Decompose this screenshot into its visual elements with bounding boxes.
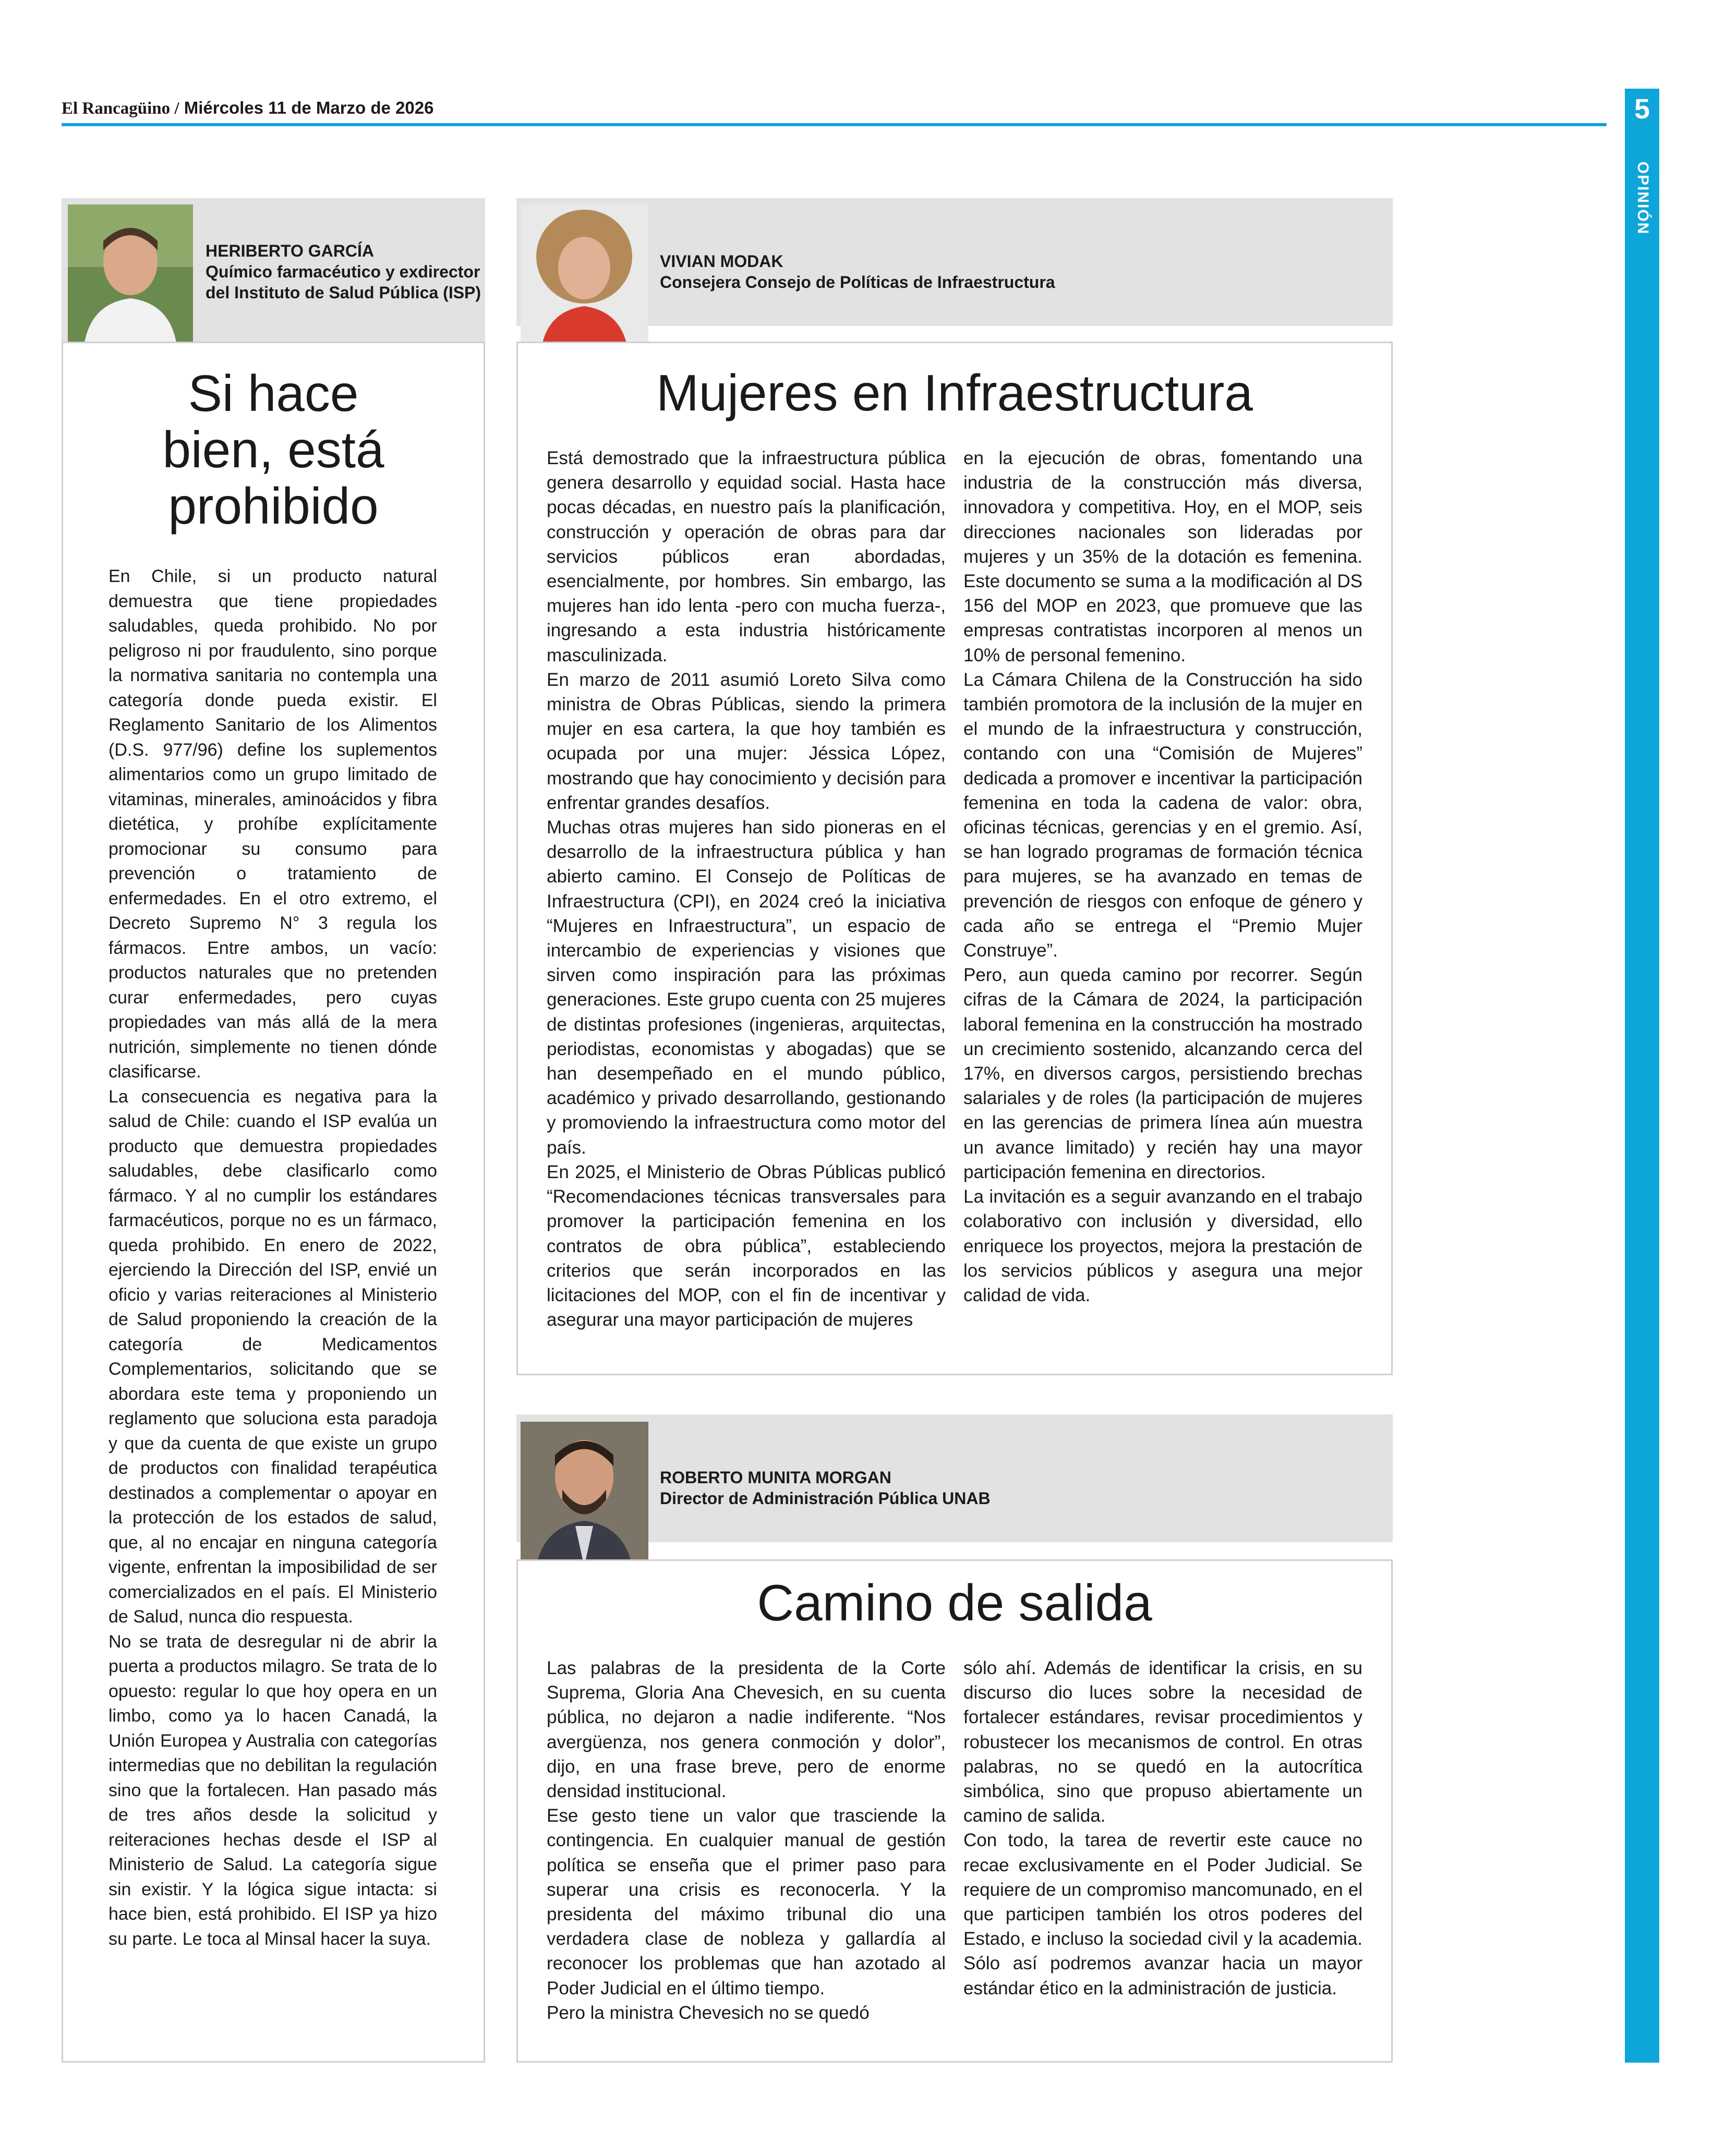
author-role-modak: Consejera Consejo de Políticas de Infraestructura [660, 273, 1055, 292]
issue-date: Miércoles 11 de Marzo de 2026 [184, 98, 434, 117]
article-top-right-col-2 [963, 446, 1362, 1307]
paragraph: En 2025, el Ministerio de Obras Públicas publicó “Recomendaciones técnicas transversales para promover la participación femenina en los contratos de obra pública”, estableciendo criterios que serán incorporados en las licitaciones del MOP, con el fin de incentivar y asegurar una mayor participación de mujeres [547, 1161, 946, 1330]
paragraph: La consecuencia es negativa para la salud de Chile: cuando el ISP evalúa un producto que demuestra propiedades saludables, debe clasificarlo como fármaco. Y al no cumplir los estándares farmacéuticos, porque no es un fármaco, queda prohibido. En enero de 2022, ejerciendo la Dirección del ISP, envié un oficio y varias reiteraciones al Ministerio de Salud proponiendo la creación de la categoría de Medicamentos Complementarios, solicitando que se abordara este tema y proponiendo un reglamento que soluciona esta paradoja y que da cuenta de que existe un grupo de productos con finalidad terapéutica destinados a complementar o apoyar en la protección de los estados de salud, que, al no encajar en ninguna categoría vigente, enfrentan la imposibilidad de ser comercializados en el país. El Ministerio de Salud, nunca dio respuesta. [108, 1086, 437, 1627]
paragraph: La invitación es a seguir avanzando en el trabajo colaborativo con inclusión y diversidad, ello enriquece los proyectos, mejora la prestación de los servicios públicos y asegura una mejor calidad de vida. [963, 1186, 1362, 1305]
section-tab [1625, 89, 1659, 2063]
article-bottom-right-col-1 [547, 1656, 946, 2025]
section-label-text: OPINIÓN [1634, 161, 1651, 235]
headline-left-line-2: bien, está [162, 421, 384, 478]
author-name-munita: ROBERTO MUNITA MORGAN [660, 1468, 891, 1487]
author-photo-modak [521, 204, 648, 348]
paragraph: En marzo de 2011 asumió Loreto Silva como ministra de Obras Públicas, siendo la primera mujer en esa cartera, la que hoy también es ocupada por una mujer: Jéssica López, mostrando que hay conocimiento y decisión para enfrentar grandes desafíos. [547, 669, 946, 813]
headline-bottom-right: Camino de salida [757, 1574, 1152, 1631]
page-number: 5 [1634, 93, 1650, 125]
paragraph: Pero la ministra Chevesich no se quedó [547, 2002, 870, 2023]
paragraph: Con todo, la tarea de revertir este cauce no recae exclusivamente en el Poder Judicial. Se requiere de un compromiso mancomunado, en el que participen también los otros poderes del Estado, e incluso la sociedad civil y la academia. Sólo así podremos avanzar hacia un mayor estándar ético en la administración de justicia. [963, 1830, 1362, 1998]
section-label [1634, 156, 1651, 240]
article-top-right-col-1 [547, 446, 946, 1332]
paragraph: Muchas otras mujeres han sido pioneras en el desarrollo de la infraestructura pública y han abierto camino. El Consejo de Políticas de Infraestructura (CPI), en 2024 creó la iniciativa “Mujeres en Infraestructura”, un espacio de intercambio de experiencias y visiones que sirven como inspiración para las próximas generaciones. Este grupo cuenta con 25 mujeres de distintas profesiones (ingenieras, arquitectas, periodistas, economistas y abogadas) que se han desempeñado en el mundo público, académico y privado desarrollando, gestionando y promoviendo la infraestructura como motor del país. [547, 817, 946, 1158]
author-photo-garcia [68, 204, 193, 349]
publication-name: El Rancagüino / [62, 99, 179, 118]
paragraph: Pero, aun queda camino por recorrer. Según cifras de la Cámara de 2024, la participación laboral femenina en la construcción ha mostrado un crecimiento sostenido, alcanzando cerca del 17%, en diversos cargos, persistiendo brechas salariales y de roles (la participación de mujeres en las gerencias de primera línea aún muestra un avance limitado) y recién hay una mayor participación femenina en directorios. [963, 965, 1362, 1182]
article-left-body [108, 564, 437, 1952]
paragraph: Las palabras de la presidenta de la Corte Suprema, Gloria Ana Chevesich, en su cuenta pública, no dejaron a nadie indiferente. “Nos avergüenza, nos genera conmoción y dolor”, dijo, en una frase breve, pero de enorme densidad institucional. [547, 1658, 946, 1802]
masthead [62, 98, 433, 118]
paragraph: No se trata de desregular ni de abrir la puerta a productos milagro. Se trata de lo opuesto: regular lo que hoy opera en un limbo, como ya lo hacen Canadá, la Unión Europea y Australia con categorías intermedias que no debilitan la regulación sino que la fortalecen. Han pasado más de tres años desde la solicitud y reiteraciones hechas desde el ISP al Ministerio de Salud. La categoría sigue sin existir. Y la lógica sigue intacta: si hace bien, está prohibido. El ISP ya hizo su parte. Le toca al Minsal hacer la suya. [108, 1631, 437, 1949]
author-name-garcia: HERIBERTO GARCÍA [206, 241, 374, 260]
author-name-modak: VIVIAN MODAK [660, 252, 783, 271]
author-role-garcia-1: Químico farmacéutico y exdirector [206, 262, 480, 281]
paragraph: En Chile, si un producto natural demuestra que tiene propiedades saludables, queda prohibido. No por peligroso ni por fraudulento, sino porque la normativa sanitaria no contempla una categoría donde pueda existir. El Reglamento Sanitario de los Alimentos (D.S. 977/96) define los suplementos alimentarios como un grupo limitado de vitaminas, minerales, aminoácidos y fibra dietética, y prohíbe explícitamente promocionar su consumo para prevención o tratamiento de enfermedades. En el otro extremo, el Decreto Supremo N° 3 regula los fármacos. Entre ambos, un vacío: productos naturales que no pretenden curar enfermedades, pero cuyas propiedades van más allá de la mera nutrición, simplemente no tienen dónde clasificarse. [108, 566, 437, 1082]
author-photo-munita [521, 1422, 648, 1567]
paragraph: Está demostrado que la infraestructura pública genera desarrollo y equidad social. Hasta hace pocas décadas, en nuestro país la planificación, construcción y operación de obras para dar servicios públicos eran abordadas, esencialmente, por hombres. Sin embargo, las mujeres han ido lenta -pero con mucha fuerza-, ingresando a esta industria históricamente masculinizada. [547, 448, 946, 665]
paragraph: en la ejecución de obras, fomentando una industria de la construcción más diversa, innovadora y competitiva. Hoy, en el MOP, seis direcciones nacionales son lideradas por mujeres y un 35% de la dotación es femenina. Este documento se suma a la modificación al DS 156 del MOP en 2023, que promueve que las empresas contratistas incorporen al menos un 10% de personal femenino. [963, 448, 1362, 665]
headline-left-line-3: prohibido [168, 477, 379, 535]
author-role-garcia-2: del Instituto de Salud Pública (ISP) [206, 283, 481, 302]
paragraph: Ese gesto tiene un valor que trasciende la contingencia. En cualquier manual de gestión política se enseña que el primer paso para superar una crisis es reconocerla. Y la presidenta del máximo tribunal dio una verdadera clase de nobleza y gallardía al reconocer los problemas que han azotado al Poder Judicial en el último tiempo. [547, 1806, 946, 1998]
paragraph: sólo ahí. Además de identificar la crisis, en su discurso dio luces sobre la necesidad de fortalecer estándares, revisar procedimientos y robustecer los mecanismos de control. En otras palabras, no se quedó en la autocrítica simbólica, sino que propuso abiertamente un camino de salida. [963, 1658, 1362, 1826]
headline-left [62, 365, 485, 534]
headline-left-line-1: Si hace [188, 365, 359, 422]
paragraph: La Cámara Chilena de la Construcción ha sido también promotora de la inclusión de la mujer en el mundo de la infraestructura y construcción, contando con una “Comisión de Mujeres” dedicada a promover e incentivar la participación femenina en toda la cadena de valor: obra, oficinas técnicas, gerencias y en el gremio. Así, se han logrado programas de formación técnica para mujeres, se ha avanzado en temas de prevención de riesgos con enfoque de género y cada año se entrega el “Premio Mujer Construye”. [963, 669, 1362, 961]
masthead-rule [62, 123, 1607, 126]
author-role-munita: Director de Administración Pública UNAB [660, 1489, 991, 1508]
article-bottom-right-col-2 [963, 1656, 1362, 2001]
headline-top-right: Mujeres en Infraestructura [656, 364, 1253, 421]
